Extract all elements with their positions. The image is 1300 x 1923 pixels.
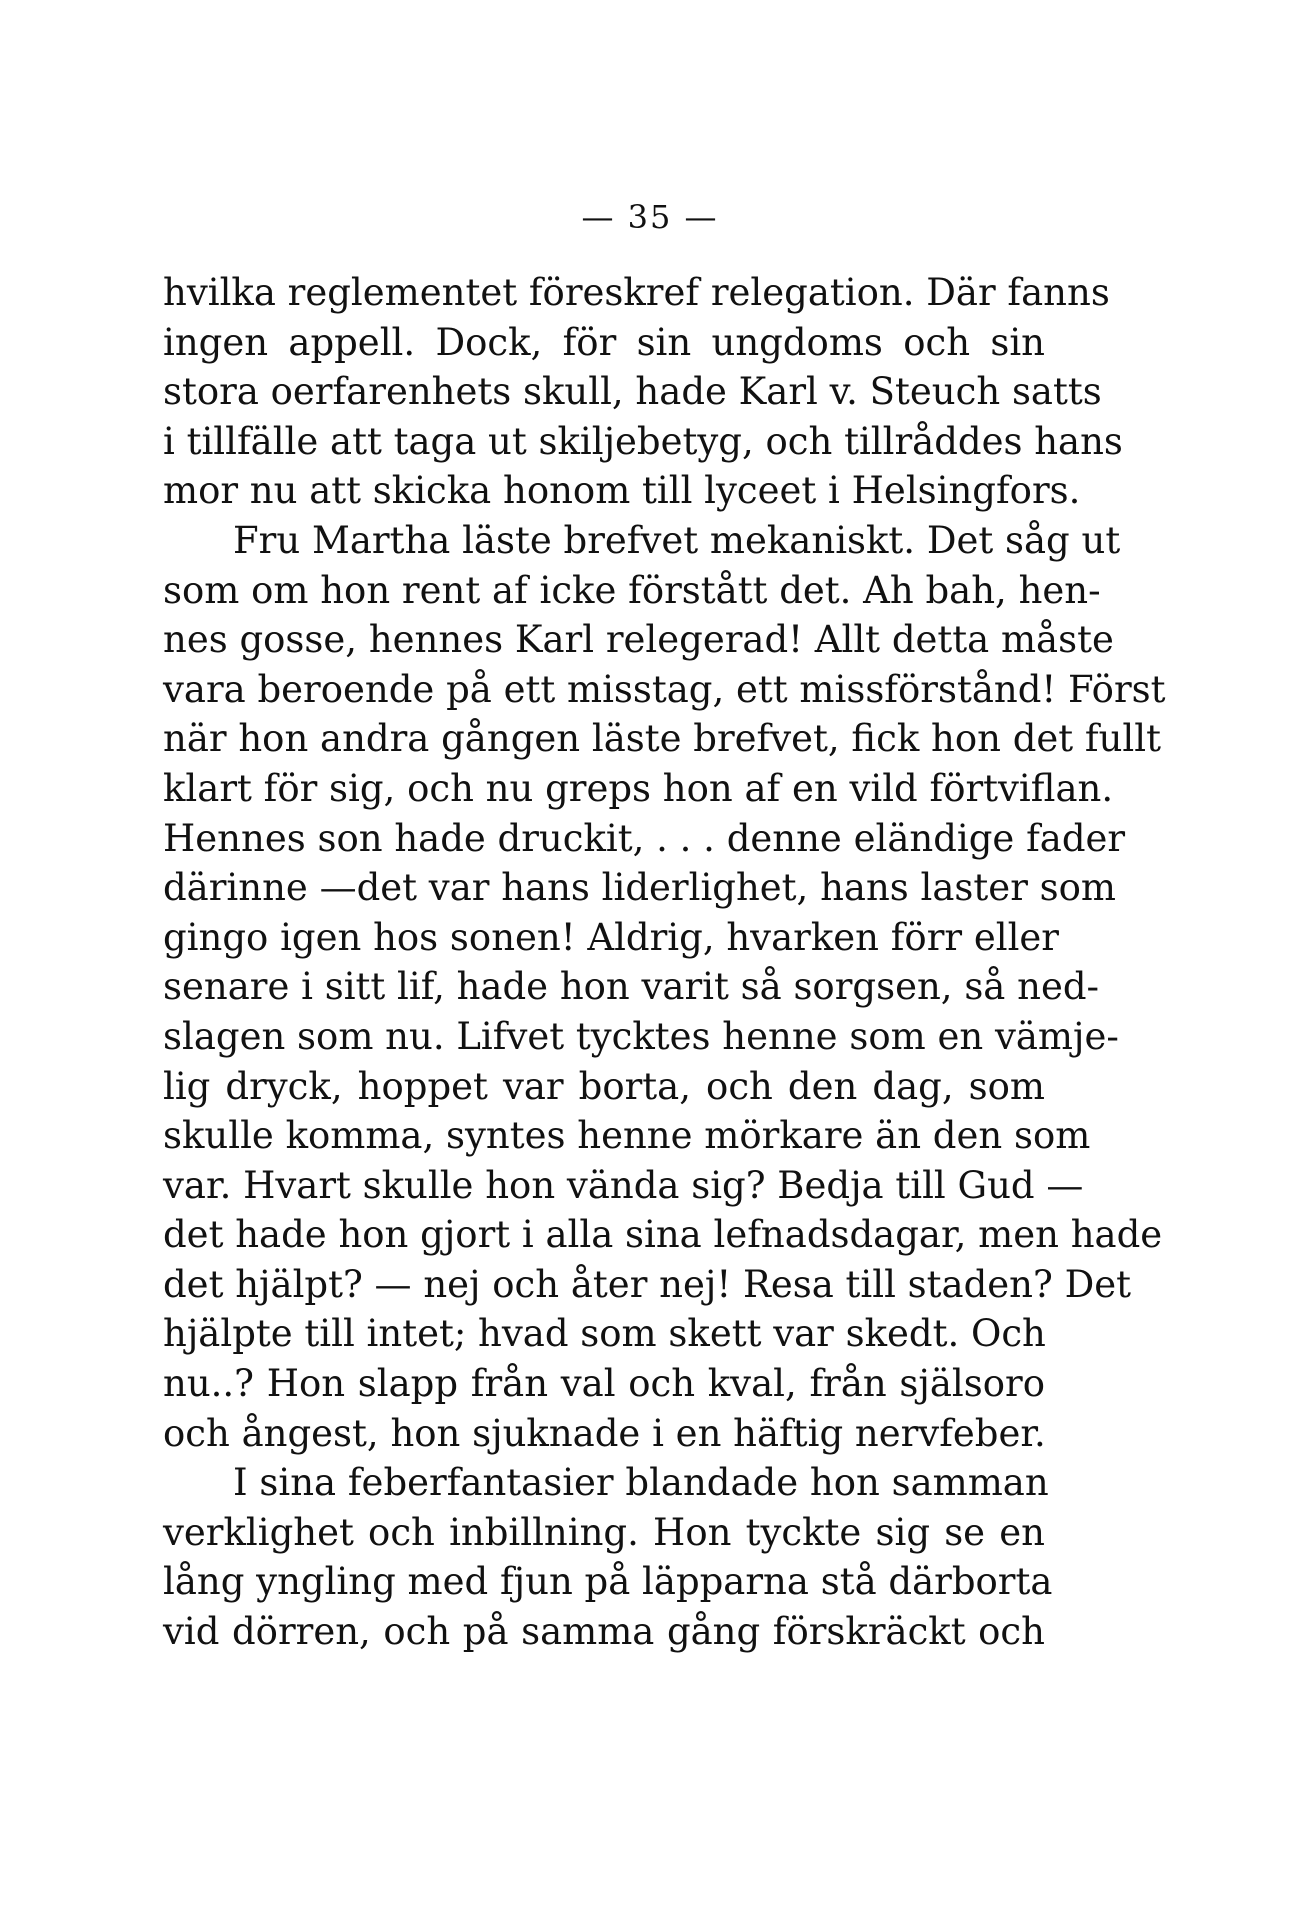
text-line: hjälpte till intet; hvad som skett var skedt. Och <box>163 1312 1046 1356</box>
text-line: som om hon rent af icke förstått det. Ah bah, hen- <box>163 568 1101 612</box>
text-line: verklighet och inbillning. Hon tyckte sig se en <box>163 1510 1045 1554</box>
text-line: var. Hvart skulle hon vända sig? Bedja till Gud — <box>163 1163 1084 1207</box>
text-line: Fru Martha läste brefvet mekaniskt. Det såg ut <box>233 518 1121 562</box>
text-line: i tillfälle att taga ut skiljebetyg, och tillråddes hans <box>163 419 1123 463</box>
text-line: senare i sitt lif, hade hon varit så sorgsen, så ned- <box>163 965 1100 1009</box>
text-line: skulle komma, syntes henne mörkare än den som <box>163 1114 1091 1158</box>
text-line: mor nu att skicka honom till lyceet i Helsingfors. <box>163 469 1081 513</box>
text-line: det hjälpt? — nej och åter nej! Resa till staden? Det <box>163 1262 1132 1306</box>
text-line: därinne —det var hans liderlighet, hans laster som <box>163 866 1116 910</box>
text-line: nu..? Hon slapp från val och kval, från själsoro <box>163 1362 1045 1406</box>
text-line: när hon andra gången läste brefvet, fick hon det fullt <box>163 717 1161 761</box>
text-line: stora oerfarenhets skull, hade Karl v. Steuch satts <box>163 370 1102 414</box>
text-line: lång yngling med fjun på läpparna stå därborta <box>163 1560 1053 1604</box>
text-line: det hade hon gjort i alla sina lefnadsdagar, men hade <box>163 1213 1163 1257</box>
text-line: I sina feberfantasier blandade hon samman <box>233 1461 1049 1505</box>
text-line: ingen appell. Dock, för sin ungdoms och sin <box>163 320 1045 364</box>
text-line: lig dryck, hoppet var borta, och den dag, som <box>163 1064 1045 1108</box>
page-number: — 35 — <box>581 198 719 236</box>
text-line: vara beroende på ett misstag, ett missförstånd! Först <box>163 667 1166 711</box>
text-line: slagen som nu. Lifvet tycktes henne som en vämje- <box>163 1014 1119 1058</box>
text-line: klart för sig, och nu greps hon af en vild förtviflan. <box>163 766 1114 810</box>
text-line: och ångest, hon sjuknade i en häftig nervfeber. <box>163 1411 1046 1455</box>
text-line: nes gosse, hennes Karl relegerad! Allt detta måste <box>163 618 1114 662</box>
text-line: vid dörren, och på samma gång förskräckt och <box>163 1610 1045 1654</box>
body-text <box>163 268 1166 1657</box>
text-line: Hennes son hade druckit, . . . denne eländige fader <box>163 816 1126 860</box>
text-line: hvilka reglementet föreskref relegation. Där fanns <box>163 271 1110 314</box>
text-line: gingo igen hos sonen! Aldrig, hvarken förr eller <box>163 915 1059 959</box>
